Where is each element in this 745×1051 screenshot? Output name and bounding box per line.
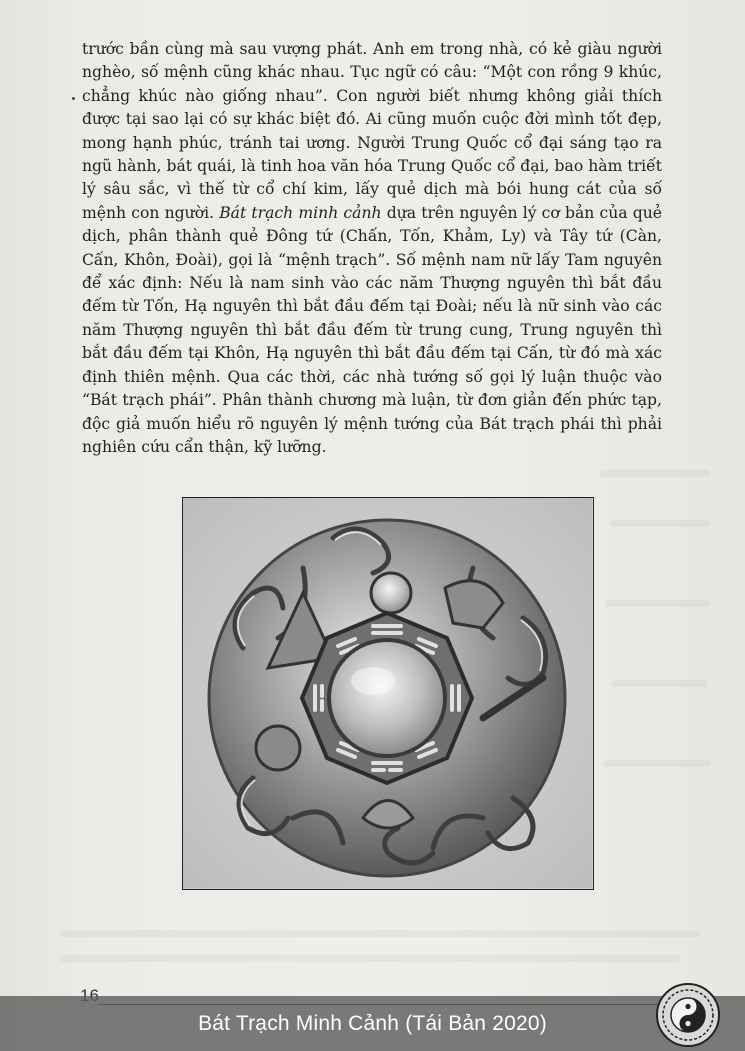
paragraph-text bbox=[82, 38, 662, 459]
caption-bar bbox=[0, 996, 745, 1051]
paragraph-part-1: trước bần cùng mà sau vượng phát. Anh em trong nhà, có kẻ giàu người nghèo, số mệnh cũng khác nhau. Tục ngữ có câu: “Một con rồng 9 khúc, chẳng khúc nào giống nhau”. Con người biết nhưng không giải thích được tại sao lại có sự khác biệt đó. Ai cũng muốn cuộc đời mình tốt đẹp, mong hạnh phúc, tránh tai ương. Người Trung Quốc cổ đại sáng tạo ra ngũ hành, bát quái, là tinh hoa văn hóa Trung Quốc cổ đại, bao hàm triết lý sâu sắc, vì thế từ cổ chí kim, lấy quẻ dịch mà bói hung cát của số mệnh con người. bbox=[82, 40, 662, 222]
yin-yang-seal-icon bbox=[655, 982, 721, 1048]
bleed-through-text bbox=[60, 930, 700, 937]
bleed-through-text bbox=[605, 600, 710, 607]
bleed-through-text bbox=[603, 760, 711, 767]
bleed-through-text bbox=[610, 520, 710, 527]
bleed-through-text bbox=[60, 955, 680, 962]
bagua-mirror-figure bbox=[182, 497, 594, 890]
book-title-italic: Bát trạch minh cảnh bbox=[219, 203, 382, 222]
stray-mark bbox=[72, 97, 75, 100]
paragraph-part-2: dựa trên nguyên lý cơ bản của quẻ dịch, phân thành quẻ Đông tứ (Chấn, Tốn, Khảm, Ly) và Tây tứ (Càn, Cấn, Khôn, Đoài), gọi là “mệnh trạch”. Số mệnh nam nữ lấy Tam nguyên để xác định: Nếu là nam sinh vào các năm Thượng nguyên thì bắt đầu đếm từ Tốn, Hạ nguyên thì bắt đầu đếm tại Đoài; nếu là nữ sinh vào các năm Thượng nguyên thì bắt đầu đếm từ trung cung, Trung nguyên thì bắt đầu đếm tại Khôn, Hạ nguyên thì bắt đầu đếm tại Cấn, từ đó mà xác định thiên mệnh. Qua các thời, các nhà tướng số gọi lý luận thuộc vào “Bát trạch phái”. Phân thành chương mà luận, từ đơn giản đến phức tạp, độc giả muốn hiểu rõ nguyên lý mệnh tướng của Bát trạch phái thì phải nghiên cứu cẩn thận, kỹ lưỡng. bbox=[82, 203, 662, 456]
bagua-mirror-illustration bbox=[183, 498, 592, 888]
book-title-caption: Bát Trạch Minh Cảnh (Tái Bản 2020) bbox=[198, 1011, 547, 1035]
bleed-through-text bbox=[612, 680, 707, 687]
bleed-through-text bbox=[600, 470, 710, 477]
body-paragraph bbox=[82, 38, 662, 459]
